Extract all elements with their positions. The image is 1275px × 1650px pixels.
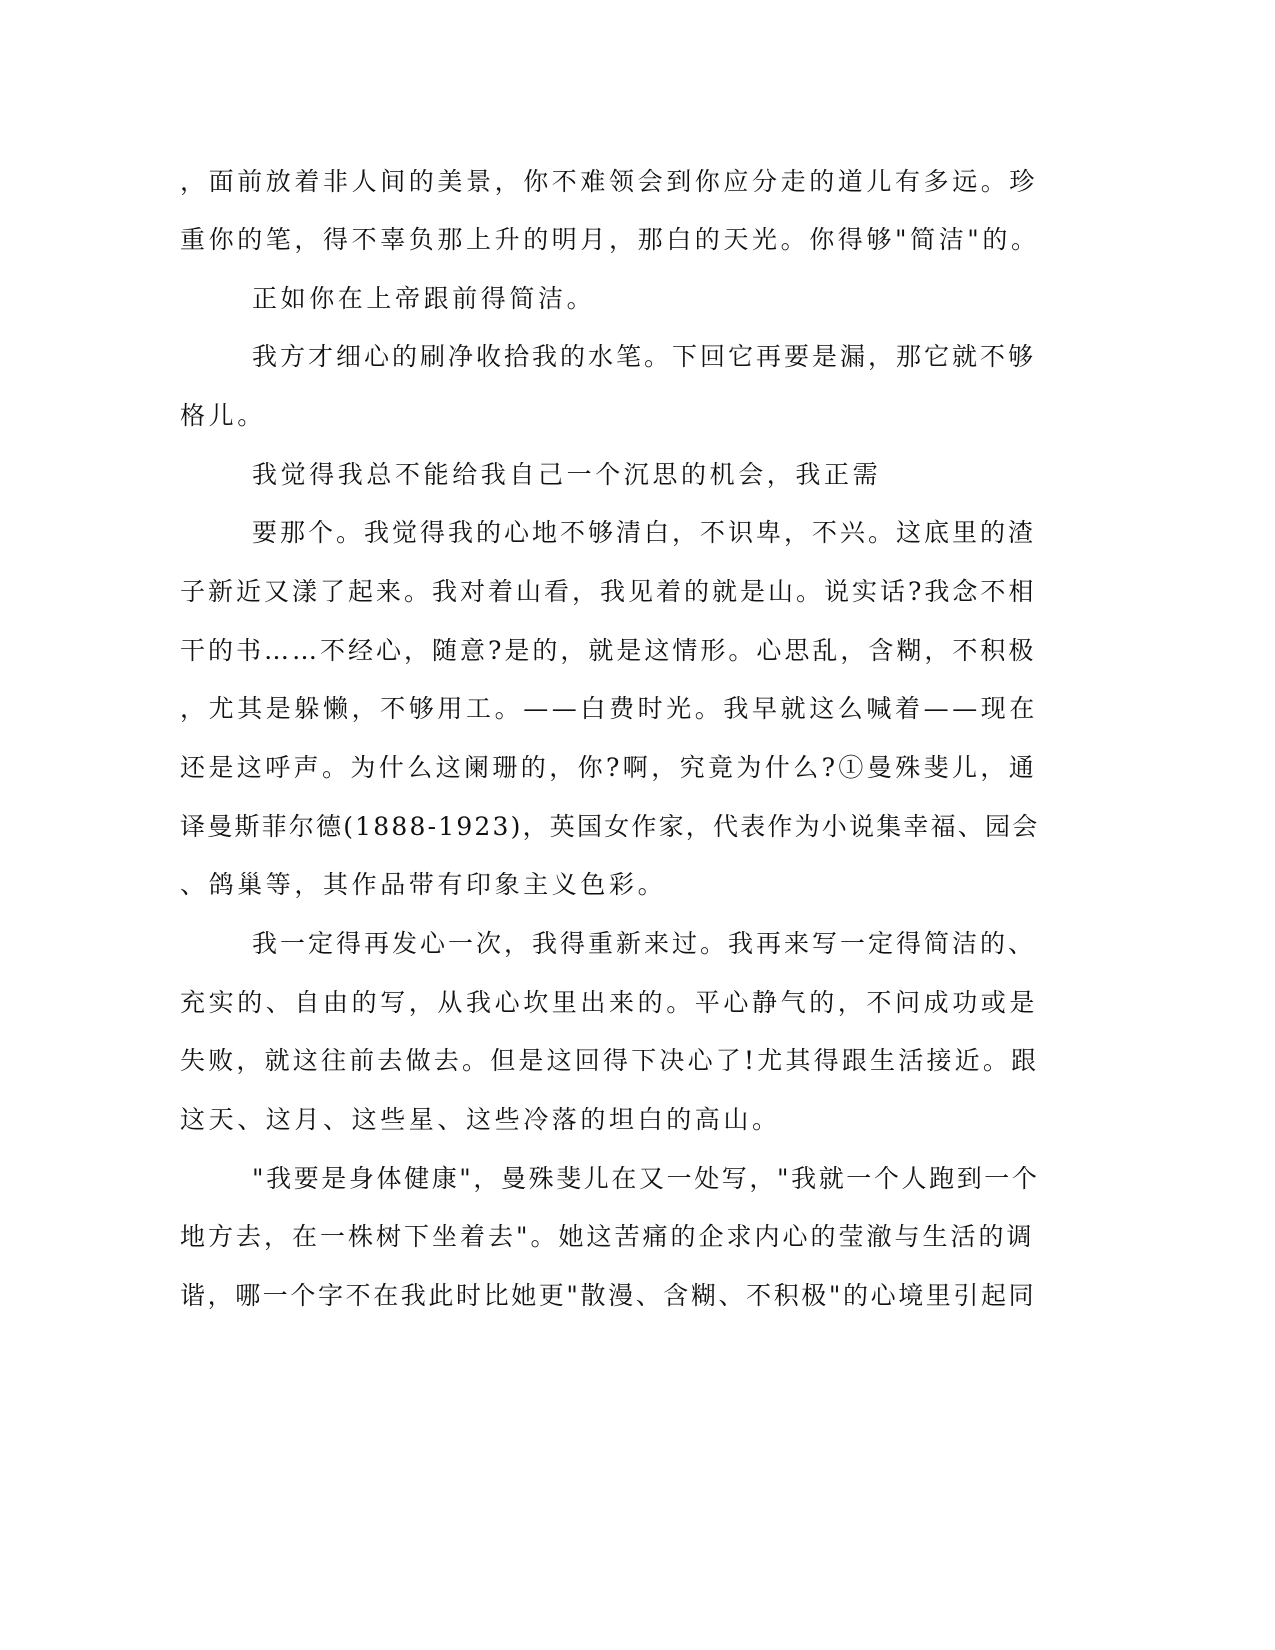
text-line-19: 地方去，在一株树下坐着去"。她这苦痛的企求内心的莹澈与生活的调 [180,1222,1035,1251]
text-line-10: ，尤其是躲懒，不够用工。——白费时光。我早就这么喊着——现在 [180,694,1039,723]
text-line-14: 我一定得再发心一次，我得重新来过。我再来写一定得简洁的、 [252,929,1037,958]
text-line-15: 充实的、自由的写，从我心坎里出来的。平心静气的，不问成功或是 [180,988,1039,1017]
text-line-9: 干的书……不经心，随意?是的，就是这情形。心思乱，含糊，不积极 [180,636,1037,665]
text-line-7: 要那个。我觉得我的心地不够清白，不识卑，不兴。这底里的渣 [252,518,1037,547]
text-line-4: 我方才细心的刷净收拾我的水笔。下回它再要是漏，那它就不够 [252,342,1037,371]
text-line-17: 这天、这月、这些星、这些冷落的坦白的高山。 [180,1105,781,1134]
text-line-12: 译曼斯菲尔德(1888-1923)，英国女作家，代表作为小说集幸福、园会 [180,812,1040,841]
text-line-2: 重你的笔，得不辜负那上升的明月，那白的天光。你得够"简洁"的。 [180,225,1040,254]
text-line-5: 格儿。 [180,401,266,430]
text-line-20: 谐，哪一个字不在我此时比她更"散漫、含糊、不积极"的心境里引起同 [180,1281,1037,1310]
text-line-11: 还是这呼声。为什么这阑珊的，你?啊，究竟为什么?①曼殊斐儿，通 [180,753,1038,782]
text-line-16: 失败，就这往前去做去。但是这回得下决心了!尤其得跟生活接近。跟 [180,1046,1040,1075]
text-line-1: ，面前放着非人间的美景，你不难领会到你应分走的道儿有多远。珍 [180,167,1039,196]
text-line-8: 子新近又漾了起来。我对着山看，我见着的就是山。说实话?我念不相 [180,577,1037,606]
text-line-3: 正如你在上帝跟前得简洁。 [252,284,596,313]
text-line-13: 、鸽巢等，其作品带有印象主义色彩。 [180,870,667,899]
text-line-18: "我要是身体健康"，曼殊斐儿在又一处写，"我就一个人跑到一个 [252,1164,1040,1193]
text-line-6: 我觉得我总不能给我自己一个沉思的机会，我正需 [252,460,882,489]
